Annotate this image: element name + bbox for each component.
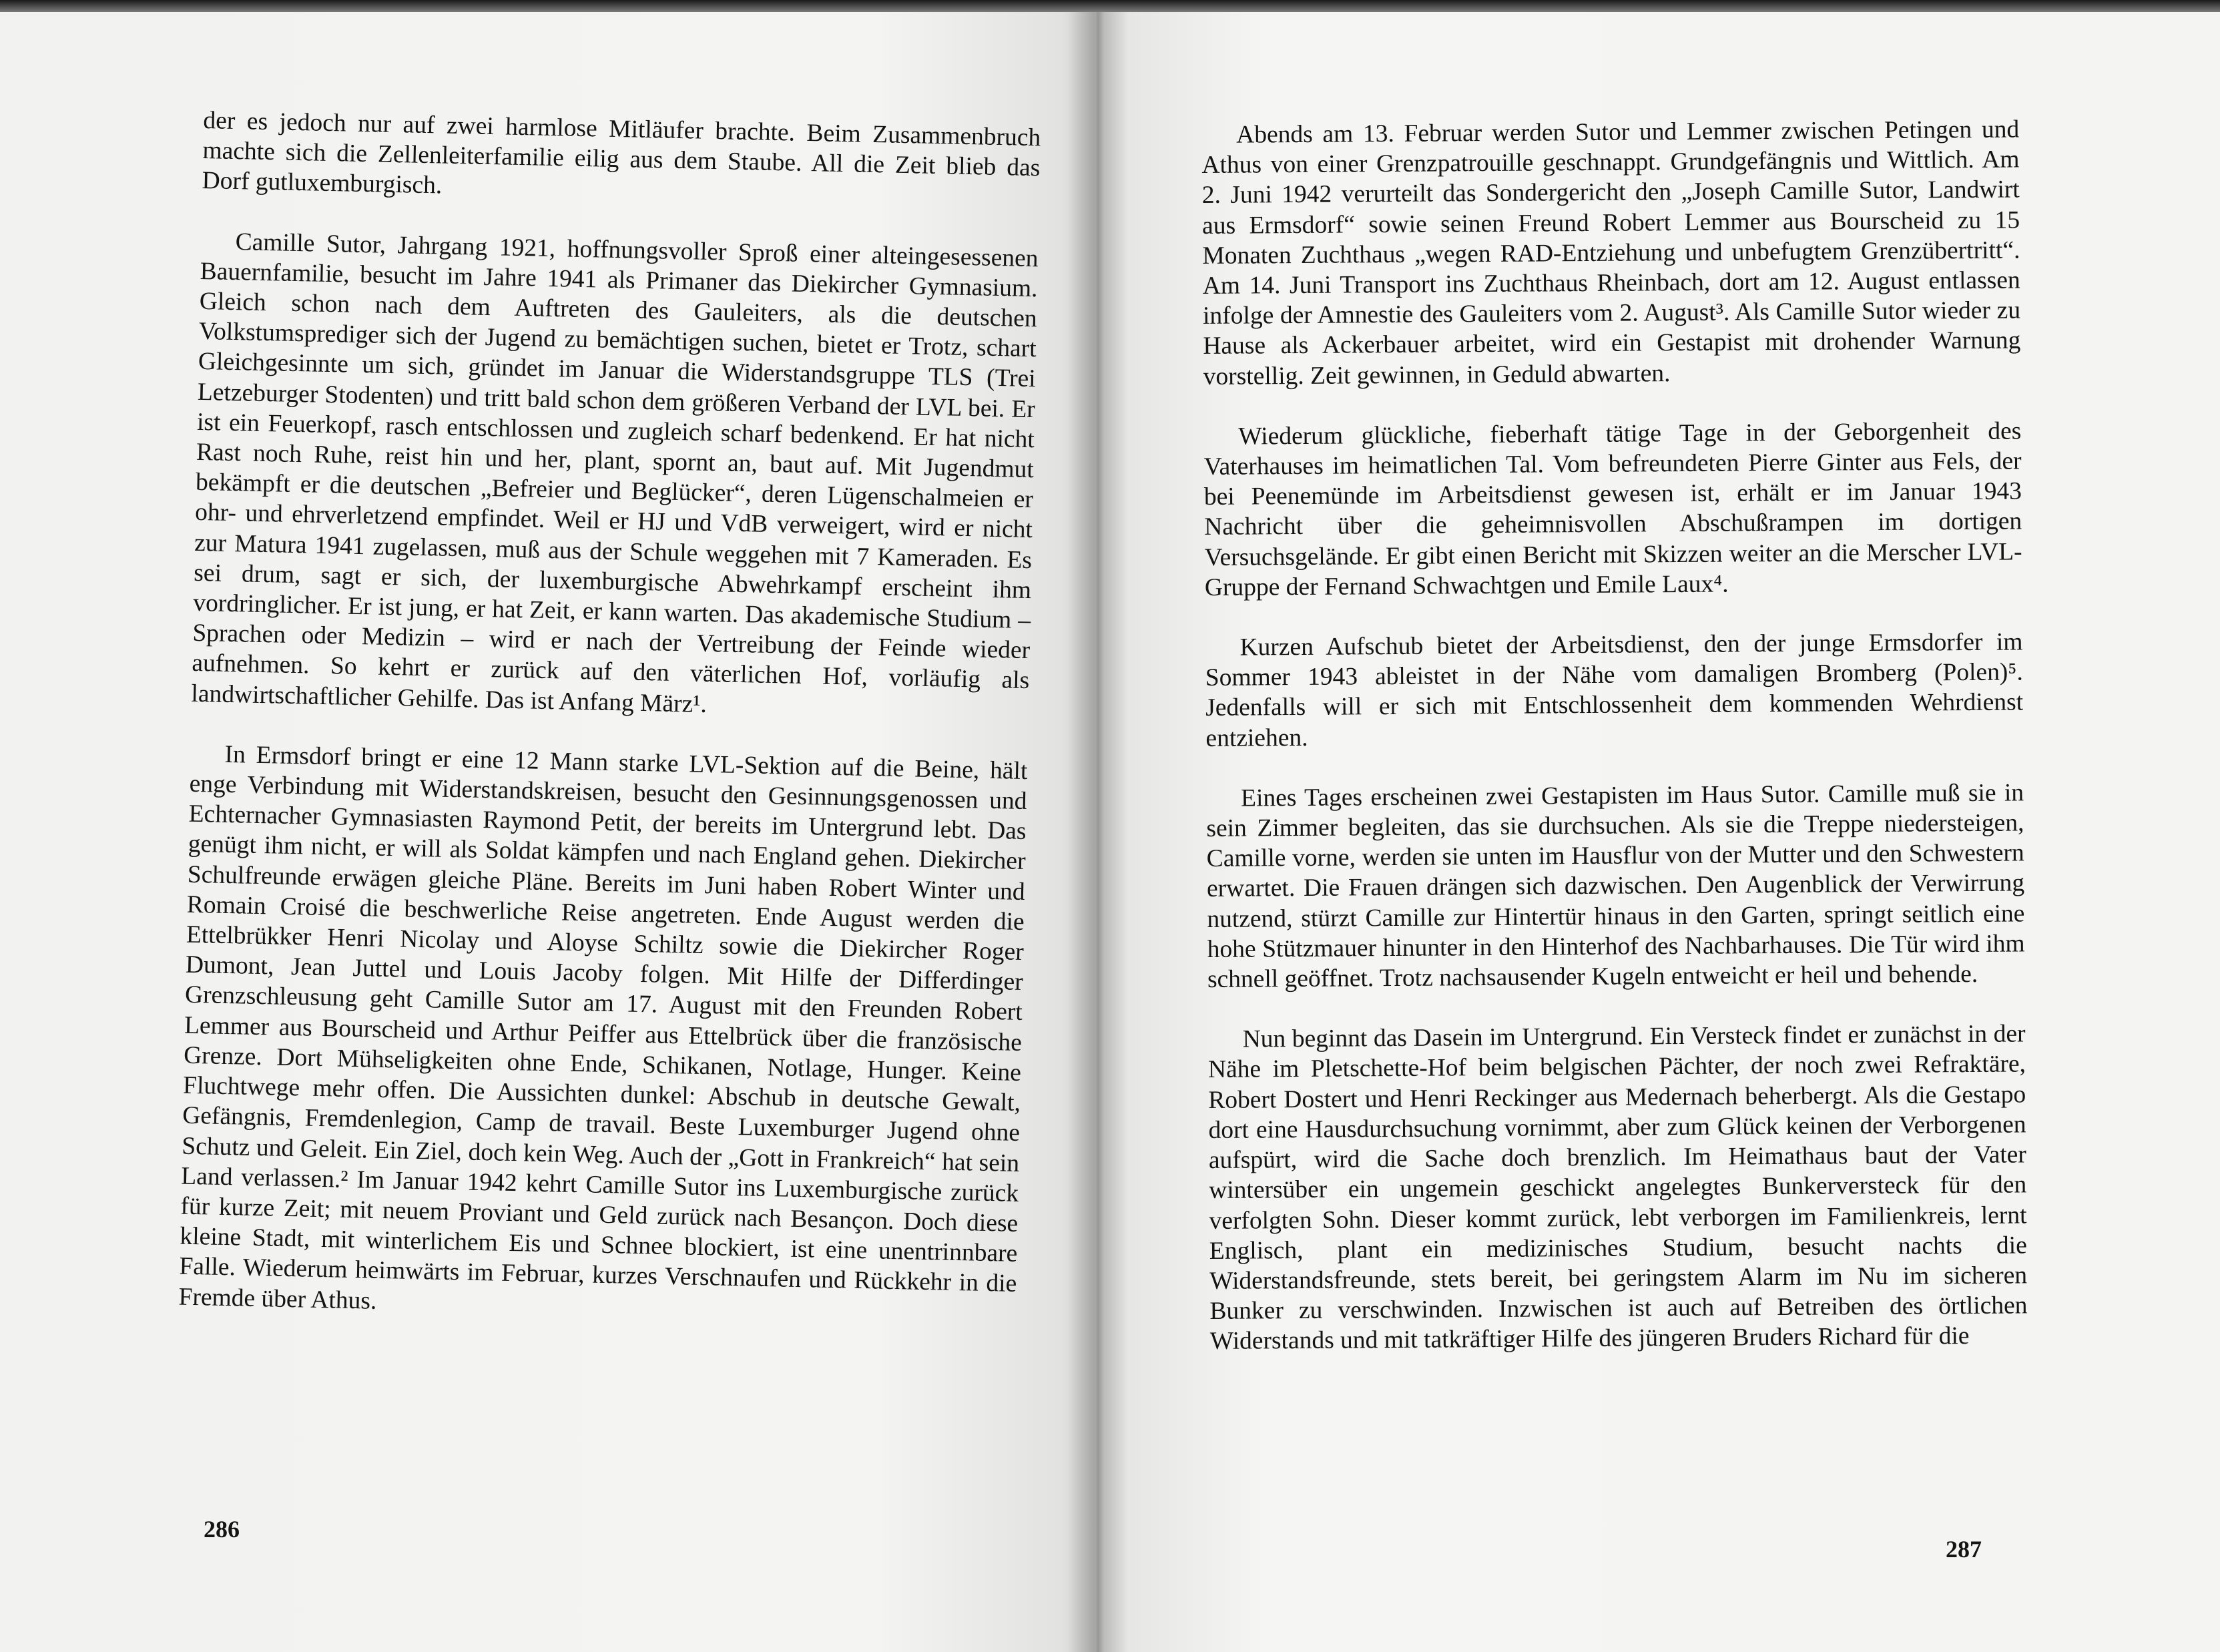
paragraph: Wiederum glückliche, fieberhaft tätige Tage in der Geborgenheit des Vaterhauses im heimatlichen Tal. Vom befreundeten Pierre Ginter aus Fels, der bei Peenemünde im Arbeitsdienst gewesen ist, erhält er im Januar 1943 Nachricht über die geheimnisvollen Abschußrampen im dortigen Versuchsgelände. Er gibt einen Bericht mit Skizzen weiter an die Merscher LVL-Gruppe der Fernand Schwachtgen und Emile Laux⁴. <box>1203 417 2022 601</box>
right-page <box>1095 0 2220 1652</box>
left-page <box>0 0 1095 1652</box>
book-gutter <box>1068 0 1128 1652</box>
paragraph: Kurzen Aufschub bietet der Arbeitsdienst, den der junge Ermsdorfer im Sommer 1943 ableistet in der Nähe vom damaligen Bromberg (Polen)⁵. Jedenfalls will er sich mit Entschlossenheit dem kommenden Wehrdienst entziehen. <box>1205 628 2024 752</box>
right-page-text <box>1201 114 2028 1386</box>
left-page-text <box>178 105 1041 1360</box>
scan-edge <box>0 0 2220 12</box>
paragraph: Eines Tages erscheinen zwei Gestapisten im Haus Sutor. Camille muß sie in sein Zimmer begleiten, das sie durchsuchen. Als sie die Treppe niedersteigen, Camille vorne, werden sie unten im Hausflur von der Mutter und den Schwestern erwartet. Die Frauen drängen sich dazwischen. Den Augenblick der Verwirrung nutzend, stürzt Camille zur Hintertür hinaus in den Garten, springt seitlich eine hohe Stützmauer hinunter in den Hinterhof des Nachbarhauses. Die Tür wird ihm schnell geöffnet. Trotz nachsausender Kugeln entweicht er heil und behende. <box>1206 779 2025 994</box>
paragraph: Nun beginnt das Dasein im Untergrund. Ein Versteck findet er zunächst in der Nähe im Pletschette-Hof beim belgischen Pächter, der noch zwei Refraktäre, Robert Dostert und Henri Reckinger aus Medernach beherbergt. Als die Gestapo dort eine Hausdurchsuchung vornimmt, aber zum Glück keinen der Verborgenen aufspürt, wird die Sache doch brenzlich. Im Heimathaus baut der Vater wintersüber ein ungemein geschickt angelegtes Bunkerversteck für den verfolgten Sohn. Dieser kommt zurück, lebt verborgen im Familienkreis, lernt Englisch, plant ein medizinisches Studium, besucht nachts die Widerstandsfreunde, stets bereit, bei geringstem Alarm im Nu im sicheren Bunker zu verschwinden. Inzwischen ist auch auf Betreiben des örtlichen Widerstands und mit tatkräftiger Hilfe des jüngeren Bruders Richard für die <box>1207 1020 2028 1356</box>
page-number: 286 <box>204 1516 240 1543</box>
paragraph: Abends am 13. Februar werden Sutor und Lemmer zwischen Petingen und Athus von einer Grenzpatrouille geschnappt. Grundgefängnis und Wittlich. Am 2. Juni 1942 verurteilt das Sondergericht den „Joseph Camille Sutor, Landwirt aus Ermsdorf“ sowie seinen Freund Robert Lemmer aus Bourscheid zu 15 Monaten Zuchthaus „wegen RAD-Entziehung und unbefugtem Grenzübertritt“. Am 14. Juni Transport ins Zuchthaus Rheinbach, dort am 12. August entlassen infolge der Amnestie des Gauleiters vom 2. August³. Als Camille Sutor wieder zu Hause als Ackerbauer arbeitet, wird ein Gestapist mit drohender Warnung vorstellig. Zeit gewinnen, in Geduld abwarten. <box>1201 115 2021 390</box>
page-number: 287 <box>1946 1536 1982 1563</box>
paragraph: In Ermsdorf bringt er eine 12 Mann starke LVL-Sektion auf die Beine, hält enge Verbindung mit Widerstandskreisen, besucht den Gesinnungsgenossen und Echternacher Gymnasiasten Raymond Petit, der bereits im Untergrund lebt. Das genügt ihm nicht, er will als Soldat kämpfen und nach England gehen. Diekircher Schulfreunde erwägen gleiche Pläne. Bereits im Juni haben Robert Winter und Romain Croisé die beschwerliche Reise angetreten. Ende August werden die Ettelbrükker Henri Nicolay und Aloyse Schiltz sowie die Diekircher Roger Dumont, Jean Juttel und Louis Jacoby folgen. Mit Hilfe der Differdinger Grenzschleusung geht Camille Sutor am 17. August mit den Freunden Robert Lemmer aus Bourscheid und Arthur Peiffer aus Ettelbrück über die französische Grenze. Dort Mühseligkeiten ohne Ende, Schikanen, Notlage, Hunger. Keine Fluchtwege mehr offen. Die Aussichten dunkel: Abschub in deutsche Gewalt, Gefängnis, Fremdenlegion, Camp de travail. Beste Luxemburger Jugend ohne Schutz und Geleit. Ein Ziel, doch kein Weg. Auch der „Gott in Frankreich“ hat sein Land verlassen.² Im Januar 1942 kehrt Camille Sutor ins Luxemburgische zurück für kurze Zeit; mit neuem Proviant und Geld zurück nach Besançon. Doch diese kleine Stadt, mit winterlichem Eis und Schnee blockiert, ist eine unentrinnbare Falle. Wiederum heimwärts im Februar, kurzes Verschnaufen und Rückkehr in die Fremde über Athus. <box>178 740 1028 1315</box>
paragraph: Camille Sutor, Jahrgang 1921, hoffnungsvoller Sproß einer alteingesessenen Bauernfamilie, besucht im Jahre 1941 als Primaner das Diekircher Gymnasium. Gleich schon nach dem Auftreten des Gauleiters, als die deutschen Volkstumsprediger sich der Jugend zu bemächtigen suchen, bietet er Trotz, schart Gleichgesinnte um sich, gründet im Januar die Widerstandsgruppe TLS (Trei Letzeburger Stodenten) und tritt bald schon dem größeren Verband der LVL bei. Er ist ein Feuerkopf, rasch entschlossen und zugleich scharf bedenkend. Er hat nicht Rast noch Ruhe, reist hin und her, plant, spornt an, baut auf. Mit Jugendmut bekämpft er die deutschen „Befreier und Beglücker“, deren Lügenschalmeien er ohr- und ehrverletzend empfindet. Weil er HJ und VdB verweigert, wird er nicht zur Matura 1941 zugelassen, muß aus der Schule weggehen mit 7 Kameraden. Es sei drum, sagt er sich, der luxemburgische Abwehrkampf erscheint ihm vordringlicher. Er ist jung, er hat Zeit, er kann warten. Das akademische Studium – Sprachen oder Medizin – wird er nach der Vertreibung der Feinde wieder aufnehmen. So kehrt er zurück auf den väterlichen Hof, vorläufig als landwirtschaftlicher Gehilfe. Das ist Anfang März¹. <box>191 228 1039 718</box>
paragraph: der es jedoch nur auf zwei harmlose Mitläufer brachte. Beim Zusammenbruch machte sich die Zellenleiterfamilie eilig aus dem Staube. All die Zeit blieb das Dorf gutluxemburgisch. <box>202 106 1041 200</box>
